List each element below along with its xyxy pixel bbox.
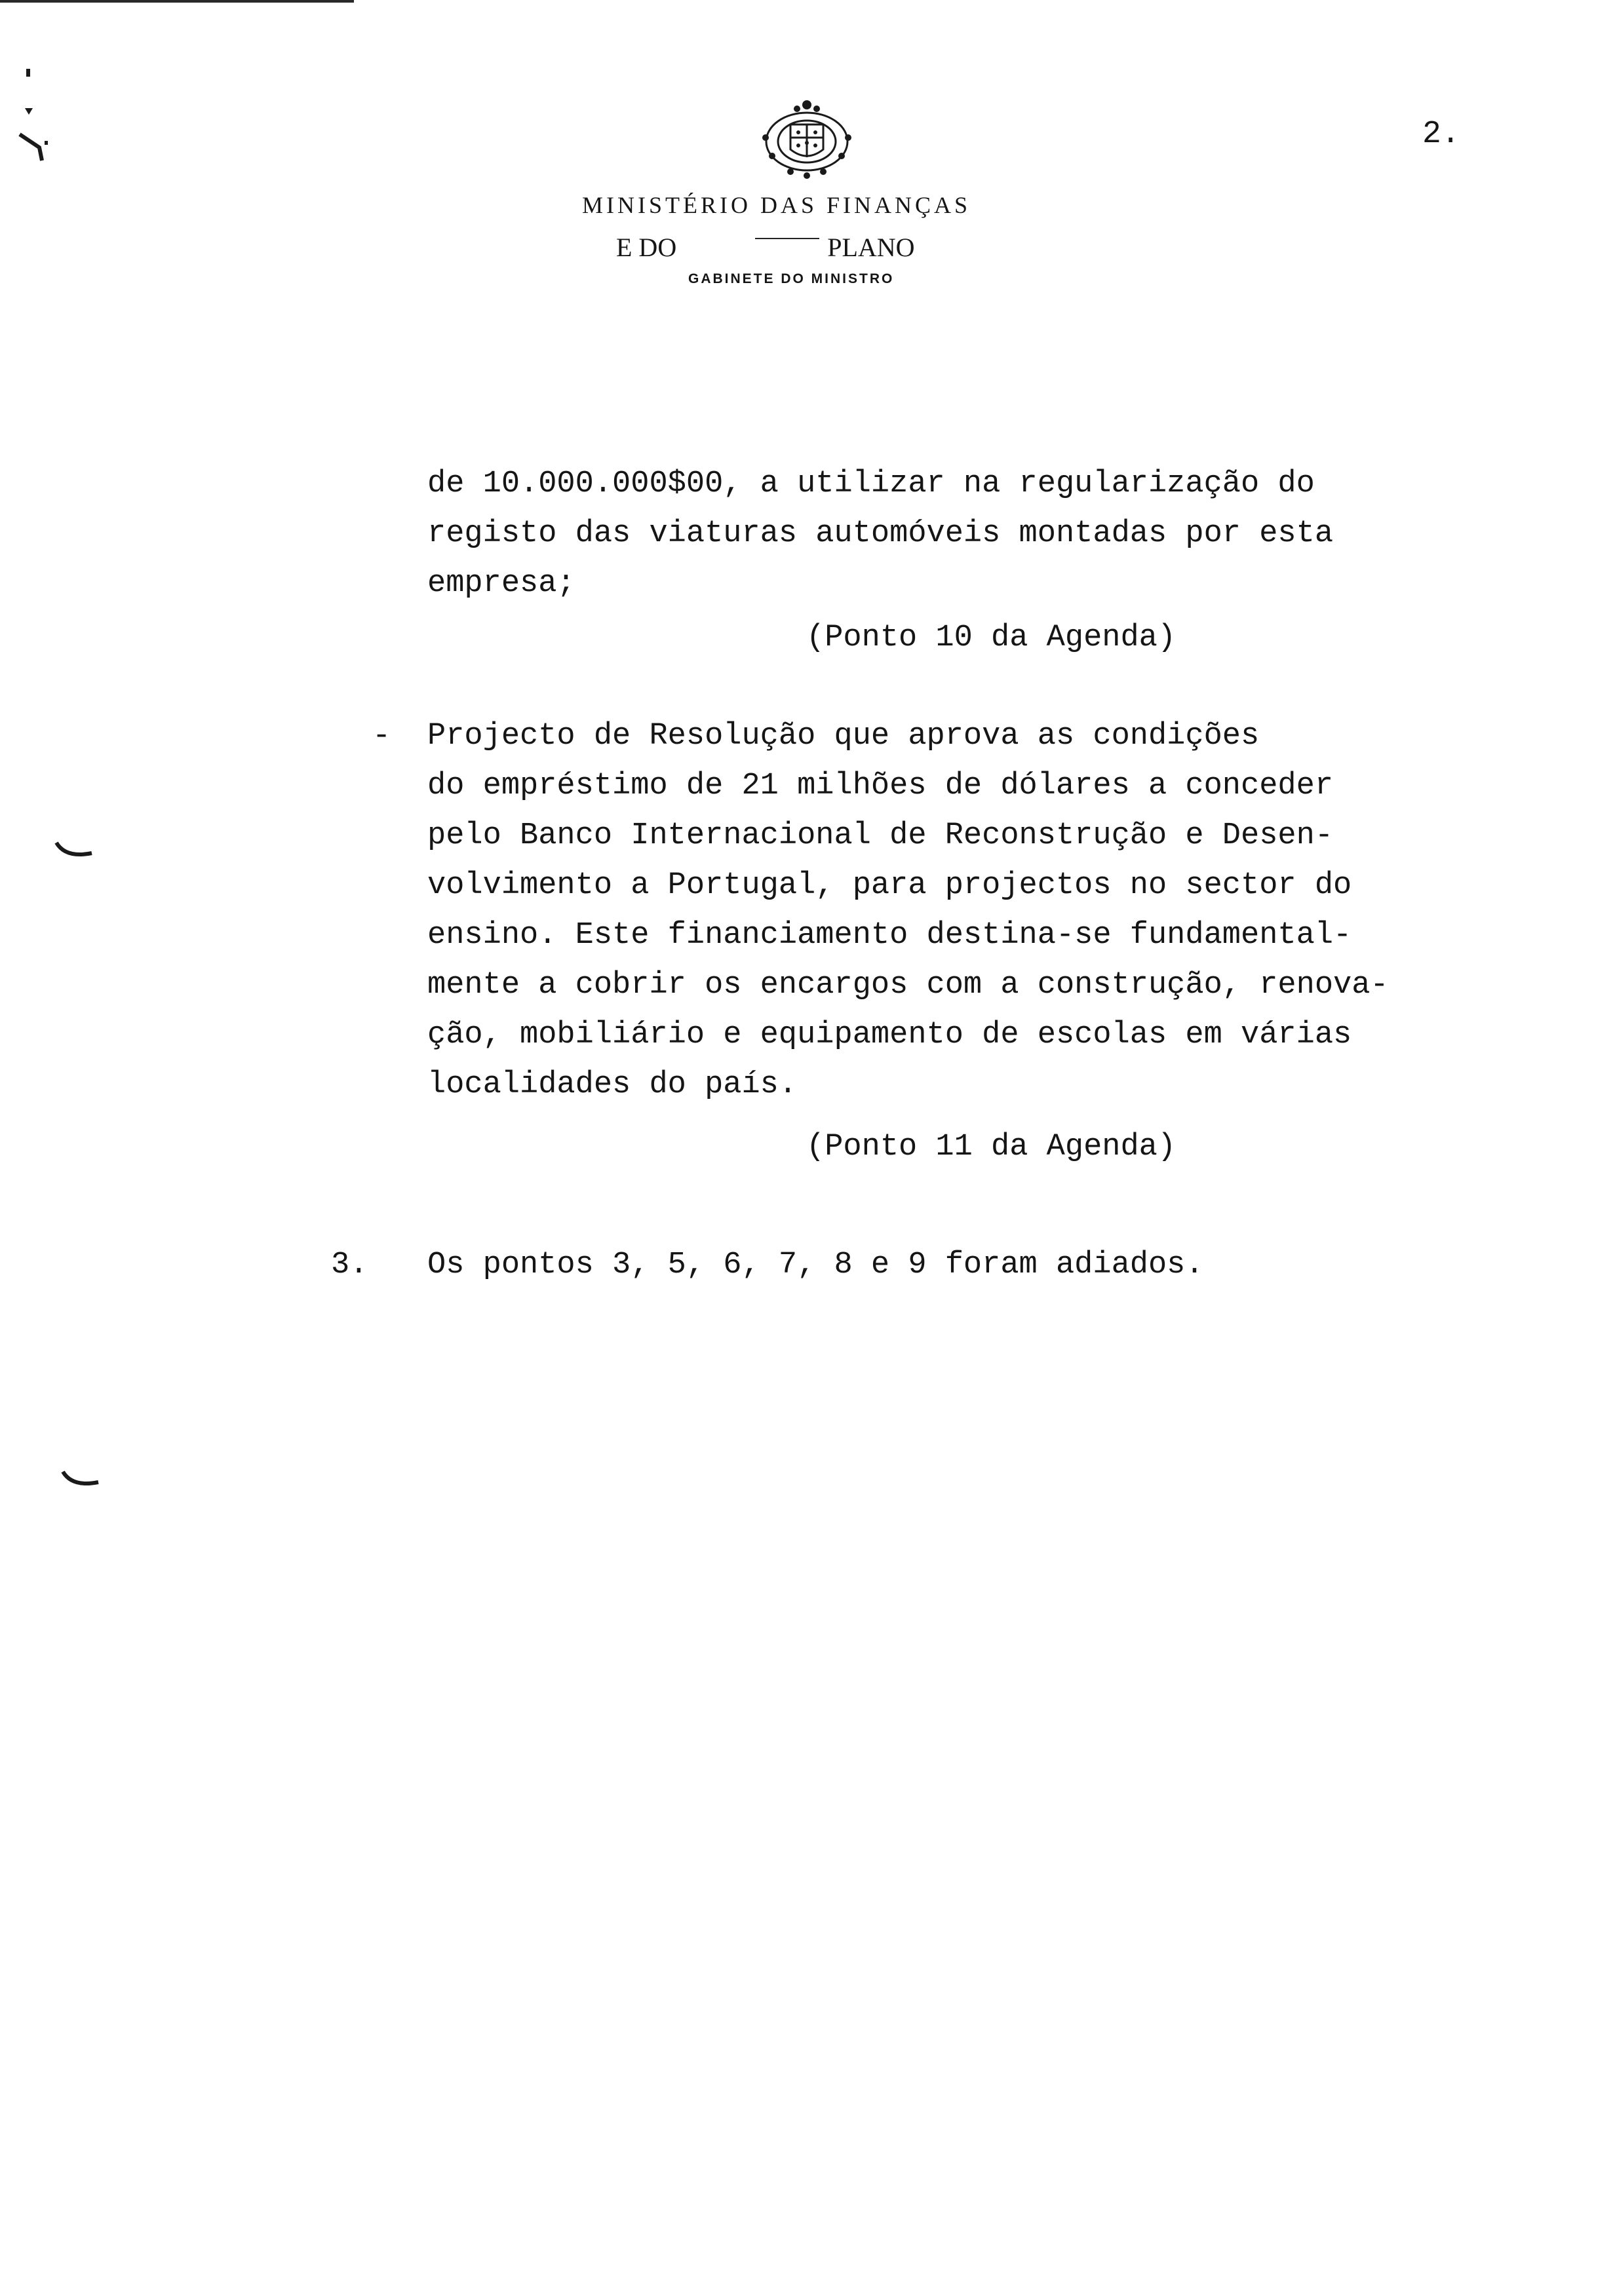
paragraph-line: Os pontos 3, 5, 6, 7, 8 e 9 foram adiados.: [427, 1248, 1204, 1282]
paragraph-line: ensino. Este financiamento destina-se fundamental-: [427, 918, 1352, 953]
ministry-name: MINISTÉRIO DAS FINANÇAS: [582, 192, 971, 218]
margin-mark-lower: [59, 1468, 105, 1494]
agenda-reference: (Ponto 11 da Agenda): [806, 1130, 1177, 1164]
ministry-name-suffix: PLANO: [827, 233, 915, 262]
ministry-name-prefix: E DO: [616, 233, 677, 262]
paragraph-line: registo das viaturas automóveis montadas por esta: [427, 516, 1334, 551]
paragraph-line: volvimento a Portugal, para projectos no sector do: [427, 868, 1352, 903]
margin-mark-top: [13, 62, 52, 167]
top-rule: [0, 0, 354, 3]
list-dash-marker: -: [372, 719, 391, 754]
paragraph-line: localidades do país.: [427, 1067, 798, 1102]
item-number: 3.: [331, 1248, 368, 1282]
margin-mark-middle: [52, 839, 98, 865]
agenda-reference: (Ponto 10 da Agenda): [806, 621, 1177, 655]
cabinet-name: GABINETE DO MINISTRO: [688, 271, 895, 286]
paragraph-line: pelo Banco Internacional de Reconstrução e Desen-: [427, 818, 1334, 853]
ministry-name-line-2: [616, 232, 915, 263]
paragraph-line: mente a cobrir os encargos com a construção, renova-: [427, 968, 1389, 1003]
paragraph-line: ção, mobiliário e equipamento de escolas em várias: [427, 1018, 1352, 1052]
paragraph-line: do empréstimo de 21 milhões de dólares a conceder: [427, 769, 1334, 803]
page-number: 2.: [1422, 117, 1460, 152]
paragraph-line: de 10.000.000$00, a utilizar na regularização do: [427, 467, 1315, 501]
paragraph-line: empresa;: [427, 566, 575, 601]
paragraph-line: Projecto de Resolução que aprova as condições: [427, 719, 1260, 754]
coat-of-arms-icon: [751, 98, 863, 180]
blank-rule: [755, 238, 819, 239]
